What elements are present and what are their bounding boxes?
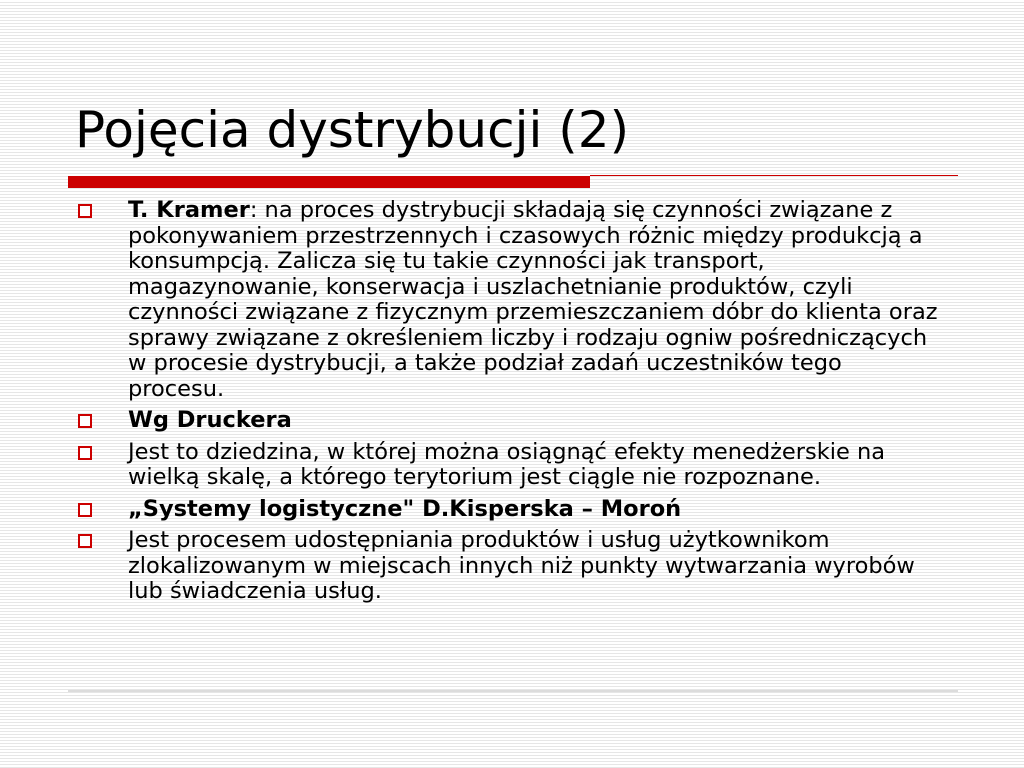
- title-underline-thin: [590, 175, 958, 176]
- item-text: Jest procesem udostępniania produktów i usług użytkownikom zlokalizowanym w miejscach innych niż punkty wytwarzania wyrobów lub świadczenia usług.: [128, 527, 915, 604]
- list-item-drucker-heading: [75, 408, 945, 434]
- footer-divider: [68, 690, 958, 692]
- item-text: Jest to dziedzina, w której można osiągnąć efekty menedżerskie na wielką skalę, a którego terytorium jest ciągle nie rozpoznane.: [128, 438, 886, 490]
- item-lead: „Systemy logistyczne" D.Kisperska – Moroń: [128, 495, 682, 522]
- square-bullet-icon: [78, 503, 92, 517]
- title-underline-thick: [68, 176, 590, 188]
- square-bullet-icon: [78, 446, 92, 460]
- slide-title: Pojęcia dystrybucji (2): [75, 101, 630, 159]
- square-bullet-icon: [78, 414, 92, 428]
- item-text: : na proces dystrybucji składają się czynności związane z pokonywaniem przestrzennych i czasowych różnic między produkcją a konsumpcją. Zalicza się tu takie czynności jak transport, magazynowanie, konserwacja i uszlachetnianie produktów, czyli czynności związane z fizycznym przemieszczaniem dóbr do klienta oraz sprawy związane z określeniem liczby i rodzaju ogniw pośredniczących w procesie dystrybucji, a także podział zadań uczestników tego procesu.: [128, 197, 938, 402]
- list-item-kisperska-definition: [75, 528, 945, 605]
- bullet-list: [75, 198, 945, 611]
- list-item-drucker-definition: [75, 440, 945, 491]
- square-bullet-icon: [78, 204, 92, 218]
- item-lead: Wg Druckera: [128, 407, 292, 433]
- item-lead: T. Kramer: [128, 197, 250, 223]
- square-bullet-icon: [78, 534, 92, 548]
- list-item-kisperska-heading: [75, 497, 945, 523]
- list-item-kramer: [75, 198, 945, 402]
